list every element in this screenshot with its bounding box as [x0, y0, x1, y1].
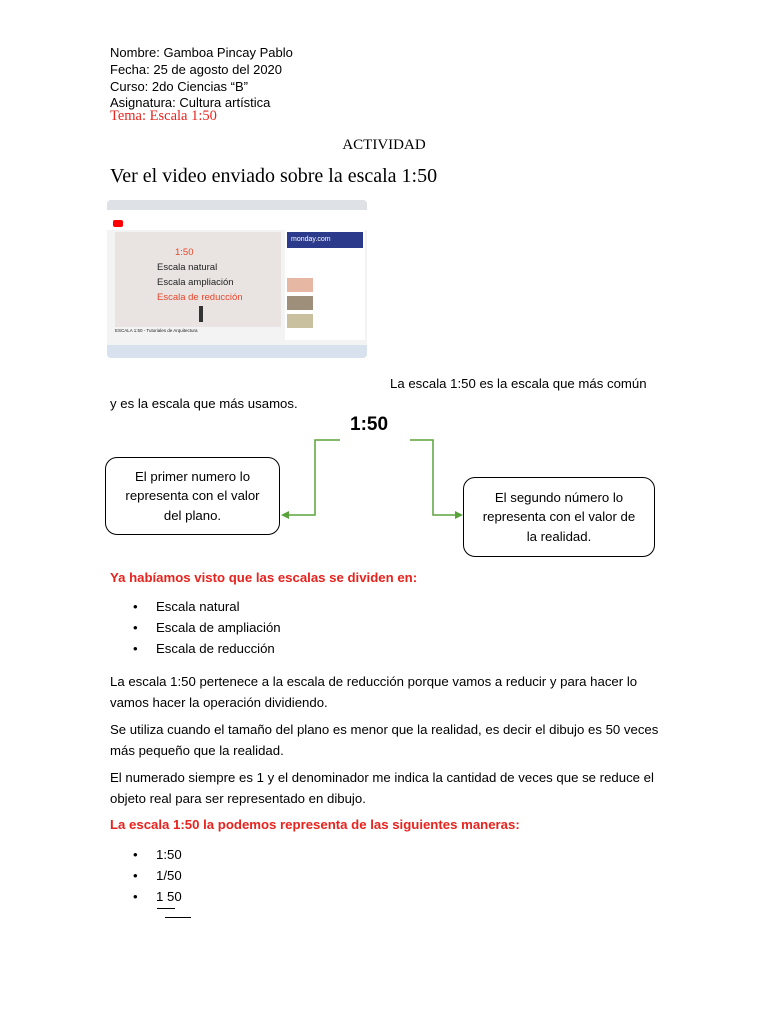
scales-list	[156, 596, 281, 659]
fraction-bar	[157, 908, 175, 909]
list-item: • Escala de ampliación	[156, 617, 281, 638]
paragraph: La escala 1:50 pertenece a la escala de reducción porque vamos a reducir y para hacer lo vamos hacer la operación dividiendo.	[110, 674, 638, 710]
list-item: • Escala de reducción	[156, 638, 281, 659]
topic: Tema: Escala 1:50	[110, 108, 217, 124]
first-number-box: El primer numero lo representa con el valor del plano.	[105, 457, 280, 535]
ad-banner: monday.com	[287, 232, 363, 248]
activity-title: ACTIVIDAD	[342, 137, 426, 153]
representations-heading: La escala 1:50 la podemos representa de las siguientes maneras:	[110, 817, 520, 832]
instruction: Ver el video enviado sobre la escala 1:50	[110, 165, 438, 187]
list-item: • 1:50	[156, 844, 182, 865]
paragraph: Se utiliza cuando el tamaño del plano es menor que la realidad, es decir el dibujo es 50 veces más pequeño que la realidad.	[110, 722, 659, 758]
list-item: • Escala natural	[156, 596, 281, 617]
thumb-line4: Escala de reducción	[157, 292, 243, 303]
intro-line2: y es la escala que más usamos.	[110, 396, 298, 411]
list-item: • 1/50	[156, 865, 182, 886]
list-item: • 1 50	[156, 886, 182, 907]
second-number-box: El segundo número lo representa con el valor de la realidad.	[463, 477, 655, 557]
ratio-label: 1:50	[350, 414, 389, 435]
video-caption: ESCALA 1:50 - Tutoriales de Arquitectura	[115, 328, 198, 333]
fraction-bar	[165, 917, 191, 918]
scales-heading: Ya habíamos visto que las escalas se dividen en:	[110, 570, 418, 585]
date: Fecha: 25 de agosto del 2020	[110, 62, 283, 77]
student-name: Nombre: Gamboa Pincay Pablo	[110, 45, 293, 60]
thumb-line3: Escala ampliación	[157, 277, 234, 288]
thumb-line1: 1:50	[175, 247, 194, 258]
thumb-line2: Escala natural	[157, 262, 218, 273]
representations-list	[156, 844, 182, 907]
subject: Asignatura: Cultura artística	[110, 95, 271, 110]
paragraph: El numerado siempre es 1 y el denominador me indica la cantidad de veces que se reduce el objeto real para ser representado en dibujo.	[110, 770, 654, 806]
course: Curso: 2do Ciencias “B”	[110, 79, 248, 94]
intro-line1: La escala 1:50 es la escala que más común	[390, 376, 647, 391]
